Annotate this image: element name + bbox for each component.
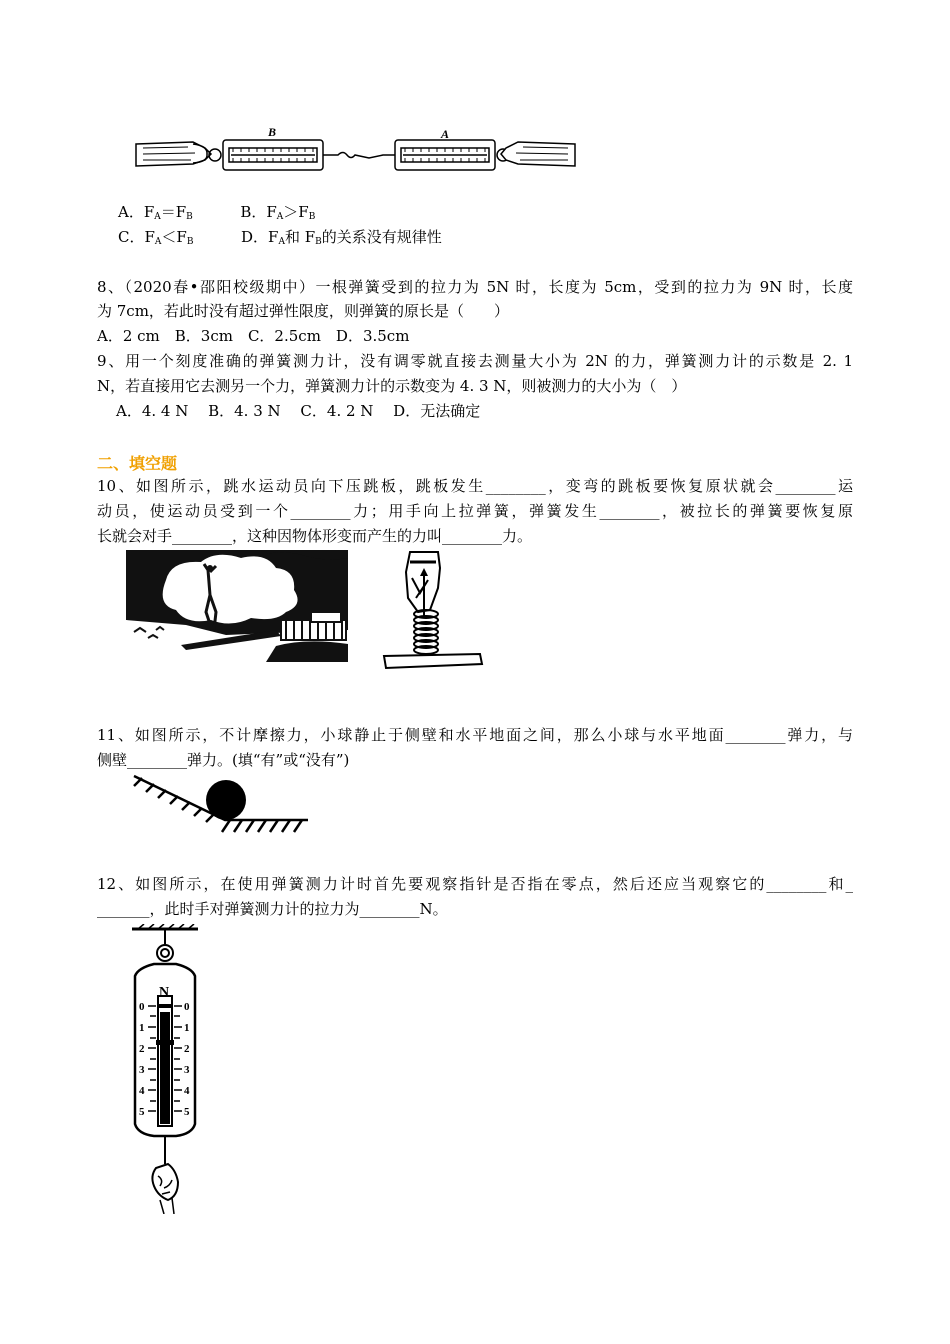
q8-options: A．2 cm B．3cm C．2.5cm D．3.5cm [97, 327, 410, 345]
q8-text-line2: 为 7cm，若此时没有超过弹性限度，则弹簧的原长是（ ） [97, 302, 509, 320]
tick-right-5: 5 [184, 1106, 190, 1118]
q9-text-line1: 9、用一个刻度准确的弹簧测力计，没有调零就直接去测量大小为 2N 的力，弹簧测力计的示数是 2. 1 [97, 352, 853, 370]
scale-a-label: A [441, 127, 450, 141]
tick-left-1: 1 [139, 1022, 145, 1034]
scale-unit-label: N [159, 985, 170, 1000]
q7-options-row1 [118, 202, 315, 227]
tick-right-3: 3 [184, 1064, 190, 1076]
q7-option-b: B．$F_A>F_B$ [240, 203, 316, 222]
tick-right-1: 1 [184, 1022, 190, 1034]
spring-pull-figure [380, 548, 485, 673]
q8-text-line1: 8、（2020春•邵阳校级期中）一根弹簧受到的拉力为 5N 时，长度为 5cm，受到的拉力为 9N 时，长度 [97, 278, 853, 296]
q11-text-line1: 11、如图所示，不计摩擦力，小球静止于侧壁和水平地面之间，那么小球与水平地面________弹力，与 [97, 726, 853, 744]
q7-option-a: A．$F_A=F_B$ [118, 203, 193, 222]
tick-left-5: 5 [139, 1106, 145, 1118]
tick-left-0: 0 [139, 1001, 145, 1013]
q11-text-line2: 侧壁________弹力。(填“有”或“没有”) [97, 751, 350, 769]
tick-right-4: 4 [184, 1085, 190, 1097]
section-heading: 二、填空题 [97, 454, 178, 473]
spring-balance-figure [128, 924, 202, 1214]
q10-text-line1: 10、如图所示，跳水运动员向下压跳板，跳板发生________，变弯的跳板要恢复原状就会________运 [97, 477, 853, 495]
tick-left-4: 4 [139, 1085, 145, 1097]
q10-text-line2: 动员，使运动员受到一个________力；用手向上拉弹簧，弹簧发生________，被拉长的弹簧要恢复原 [97, 502, 853, 520]
q7-option-d: D．$F_A$和 $F_B$的关系没有规律性 [241, 228, 442, 247]
q7-option-c: C．$F_A<F_B$ [118, 228, 194, 247]
q7-options-row2 [118, 227, 442, 252]
q12-text-line1: 12、如图所示，在使用弹簧测力计时首先要观察指针是否指在零点，然后还应当观察它的________和_ [97, 875, 853, 893]
diver-figure [126, 550, 348, 662]
spring-scales-figure [133, 126, 578, 178]
scale-b-label: B [268, 126, 277, 139]
q12-text-line2: _______，此时手对弹簧测力计的拉力为________N。 [97, 900, 448, 918]
q9-text-line2: N，若直接用它去测另一个力，弹簧测力计的示数变为 4. 3 N，则被测力的大小为（ ） [97, 377, 687, 395]
ball-wall-figure [130, 772, 312, 838]
tick-right-2: 2 [184, 1043, 190, 1055]
tick-right-0: 0 [184, 1001, 190, 1013]
q10-text-line3: 长就会对手________，这种因物体形变而产生的力叫________力。 [97, 527, 533, 545]
q9-options: A．4. 4 N B．4. 3 N C．4. 2 N D．无法确定 [116, 402, 481, 420]
tick-left-3: 3 [139, 1064, 145, 1076]
tick-left-2: 2 [139, 1043, 145, 1055]
